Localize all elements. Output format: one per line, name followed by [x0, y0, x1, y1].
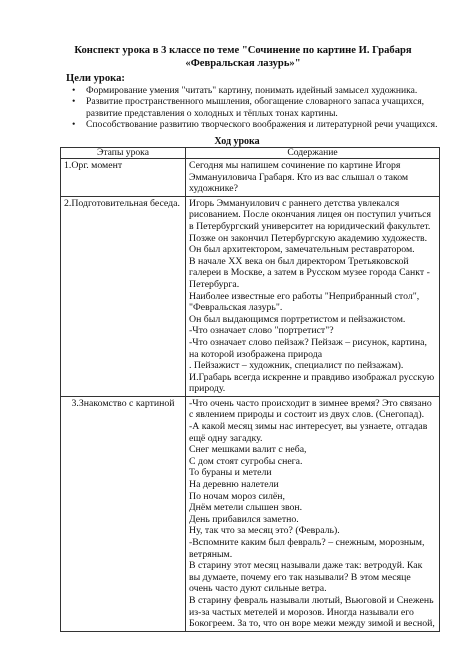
stage-label: 3.Знакомство с картиной	[71, 397, 175, 409]
document-title: Конспект урока в 3 классе по теме "Сочинение по картине И. Грабаря «Февральская лазурь»"	[74, 45, 412, 69]
content-line: С дом стоят сугробы снега.	[189, 455, 303, 467]
content-line: В старину этот месяц называли даже так: ветродуй. Как вы думаете, почему его так называли? В этом месяце очень часто дуют сильные ветра.	[189, 560, 423, 595]
goal-item: • Формирование умения "читать" картину, понимать идейный замысел художника.	[66, 85, 446, 96]
content-line: Снег мешками валит с неба,	[189, 444, 307, 456]
content-line: Игорь Эммануилович с раннего детства увлекался рисованием. После окончания лицея он поступил учиться в Петербургский университет на юридический факультет.	[189, 197, 431, 232]
content-line: -Вспомните каким был февраль? – снежным, морозным, ветряным.	[189, 537, 425, 560]
header-stages: Этапы урока	[61, 148, 186, 159]
stage-label: 2.Подготовительная беседа.	[64, 197, 180, 209]
content-line: Наиболее известные его работы "Неприбранный стол", "Февральская лазурь".	[189, 290, 420, 314]
goals-heading: Цели урока:	[66, 73, 125, 84]
content-line: Он был выдающимся портретистом и пейзажистом.	[189, 313, 406, 325]
content-line: Позже он закончил Петербургскую академию художеств. Он был архитектором, замечательным реставратором.	[189, 232, 428, 256]
stage-cell	[61, 196, 186, 396]
content-cell	[186, 396, 440, 631]
content-line: -Что означает слово пейзаж? Пейзаж – рисунок, картина, на которой изображена природа	[189, 336, 427, 360]
content-line: -Что очень часто происходит в зимнее время? Это связано с явлением природы и состоит из двух слов. (Снегопад).	[189, 397, 432, 421]
goal-item: • Развитие пространственного мышления, обогащение словарного запаса учащихся, развитие представления о холодных и тёплых тонах картины.	[66, 96, 446, 119]
content-line: Днём метели слышен звон.	[189, 502, 303, 514]
content-line: Ну, так что за месяц это? (Февраль).	[189, 525, 340, 537]
content-line: По ночам мороз силён,	[189, 490, 285, 502]
content-line: -А какой месяц зимы нас интересует, вы узнаете, отгадав ещё одну загадку.	[189, 421, 428, 444]
table-row	[61, 396, 440, 631]
table-row	[61, 159, 440, 197]
content-line: -Что означает слово "портретист"?	[189, 325, 334, 337]
goal-item: • Способствование развитию творческого воображения и литературной речи учащихся.	[66, 119, 446, 130]
content-line: И.Грабарь всегда искренне и правдиво изображал русскую природу.	[189, 371, 435, 395]
content-line: На деревню налетели	[189, 479, 279, 491]
stage-label: 1.Орг. момент	[64, 160, 123, 171]
goals-list	[66, 85, 446, 130]
content-cell	[186, 196, 440, 396]
content-line: День прибавился заметно.	[189, 513, 299, 525]
stage-cell	[61, 396, 186, 631]
content-cell	[186, 159, 440, 197]
content-line: В начале XX века он был директором Третьяковской галереи в Москве, а затем в Русском музее города Санкт - Петербурга.	[189, 255, 430, 290]
content-line: То бураны и метели	[189, 467, 272, 479]
lesson-table	[60, 147, 440, 632]
table-header-row	[61, 148, 440, 159]
content-line: В старину февраль называли лютый, Вьюговой и Снежень из-за частых метелей и морозов. Иногда называли его Бокогреем. За то, что он воре межи между зимой и весной,	[189, 594, 435, 630]
header-content: Содержание	[186, 148, 440, 159]
table-row	[61, 196, 440, 396]
lesson-heading: Ход урока	[214, 136, 260, 147]
stage-cell	[61, 159, 186, 197]
content-line: Сегодня мы напишем сочинение по картине Игоря Эммануиловича Грабаря. Кто из вас слышал о таком художнике?	[189, 160, 409, 195]
content-line: . Пейзажист – художник, специалист по пейзажам).	[189, 360, 404, 372]
